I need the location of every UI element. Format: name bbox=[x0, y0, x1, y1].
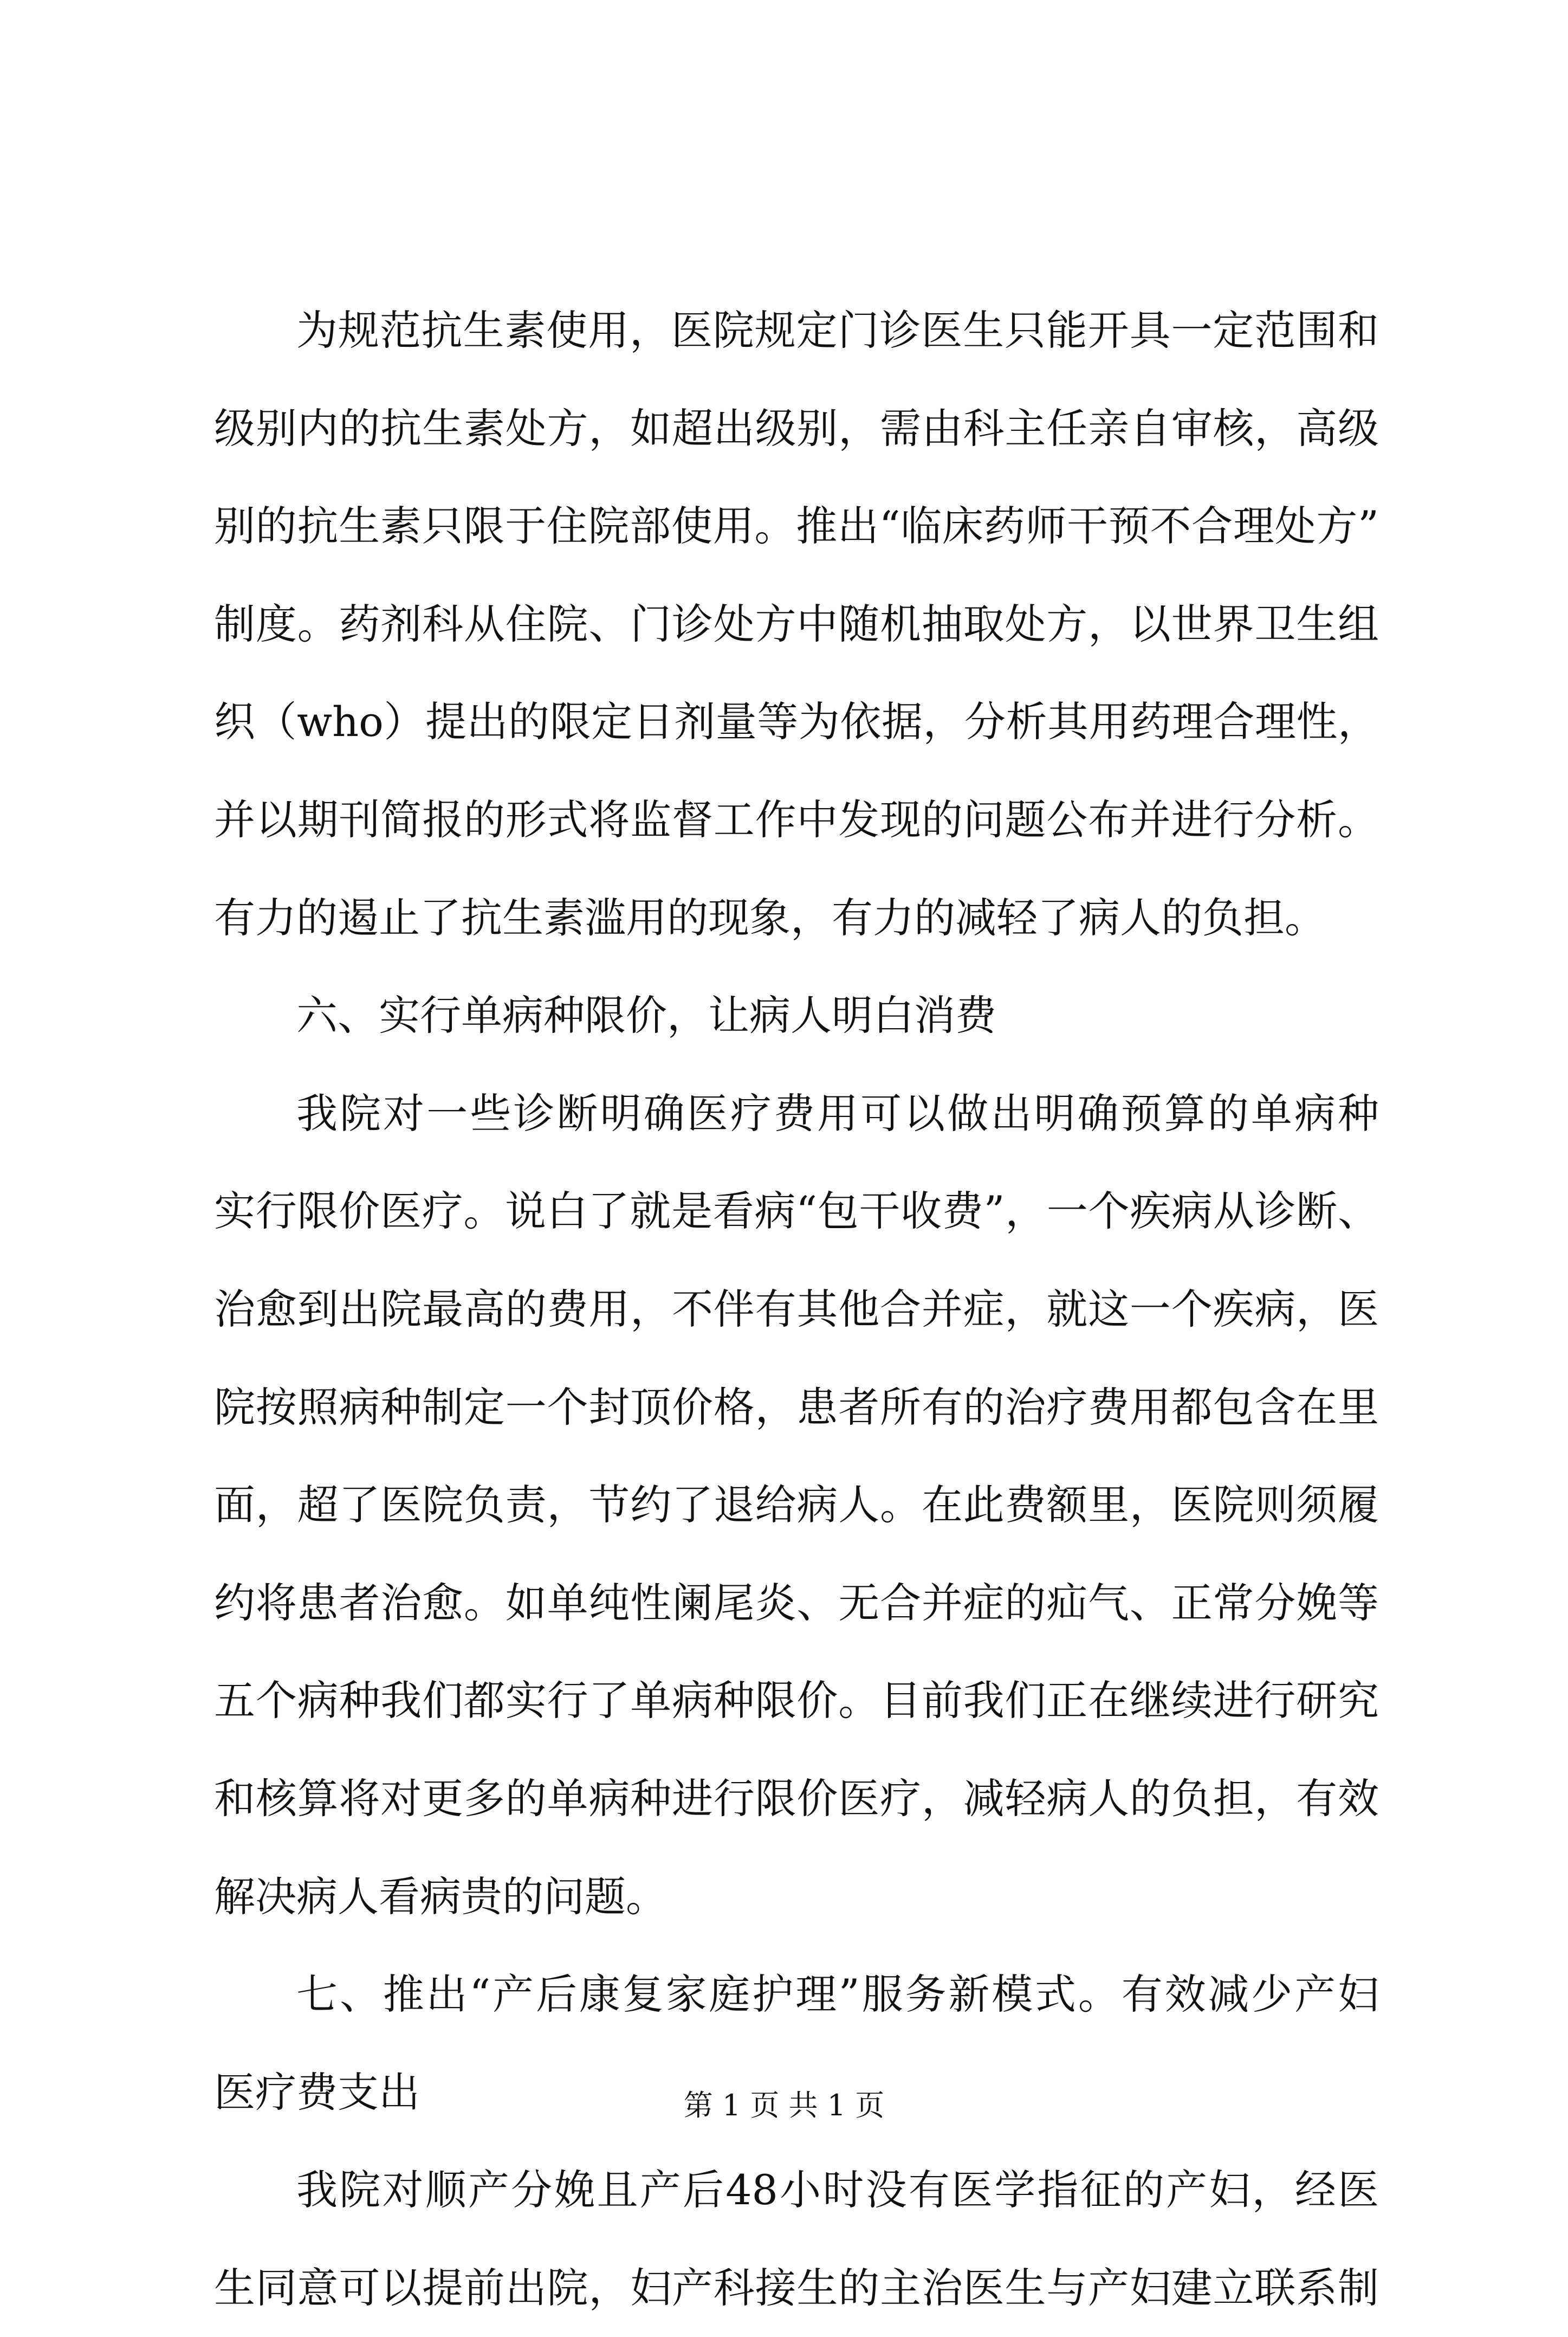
document-body bbox=[214, 282, 1379, 2337]
text-line: 别的抗生素只限于住院部使用。推出“临床药师干预不合理处方” bbox=[214, 502, 1379, 551]
text-line: 有力的遏止了抗生素滥用的现象，有力的减轻了病人的负担。 bbox=[214, 893, 1326, 942]
text-line: 实行限价医疗。说白了就是看病“包干收费”，一个疾病从诊断、 bbox=[214, 1187, 1379, 1236]
text-line: 治愈到出院最高的费用，不伴有其他合并症，就这一个疾病，医 bbox=[214, 1284, 1379, 1333]
section-heading-7-cont: 医疗费支出 bbox=[214, 2068, 420, 2116]
text-line: 和核算将对更多的单病种进行限价医疗，减轻病人的负担，有效 bbox=[214, 1774, 1379, 1823]
text-line: 我院对一些诊断明确医疗费用可以做出明确预算的单病种 bbox=[296, 1089, 1379, 1138]
text-line: 面，超了医院负责，节约了退给病人。在此费额里，医院则须履 bbox=[214, 1481, 1379, 1529]
page-footer: 第 1 页 共 1 页 bbox=[683, 2088, 885, 2122]
text-line: 并以期刊简报的形式将监督工作中发现的问题公布并进行分析。 bbox=[214, 795, 1379, 844]
text-line: 解决病人看病贵的问题。 bbox=[214, 1872, 667, 1921]
text-line: 约将患者治愈。如单纯性阑尾炎、无合并症的疝气、正常分娩等 bbox=[214, 1578, 1379, 1627]
text-line: 级别内的抗生素处方，如超出级别，需由科主任亲自审核，高级 bbox=[214, 404, 1379, 453]
text-line: 生同意可以提前出院，妇产科接生的主治医生与产妇建立联系制 bbox=[214, 2263, 1379, 2312]
text-line: 制度。药剂科从住院、门诊处方中随机抽取处方，以世界卫生组 bbox=[214, 599, 1379, 648]
text-line: 五个病种我们都实行了单病种限价。目前我们正在继续进行研究 bbox=[214, 1676, 1379, 1725]
text-line: 为规范抗生素使用，医院规定门诊医生只能开具一定范围和 bbox=[296, 306, 1379, 354]
text-line: 院按照病种制定一个封顶价格，患者所有的治疗费用都包含在里 bbox=[214, 1383, 1379, 1431]
section-heading-6: 六、实行单病种限价，让病人明白消费 bbox=[296, 991, 996, 1040]
text-line: 我院对顺产分娩且产后48小时没有医学指征的产妇，经医 bbox=[296, 2166, 1379, 2215]
section-heading-7: 七、推出“产后康复家庭护理”服务新模式。有效减少产妇 bbox=[296, 1970, 1379, 2019]
text-line: 织（who）提出的限定日剂量等为依据，分析其用药理合理性， bbox=[214, 698, 1379, 746]
